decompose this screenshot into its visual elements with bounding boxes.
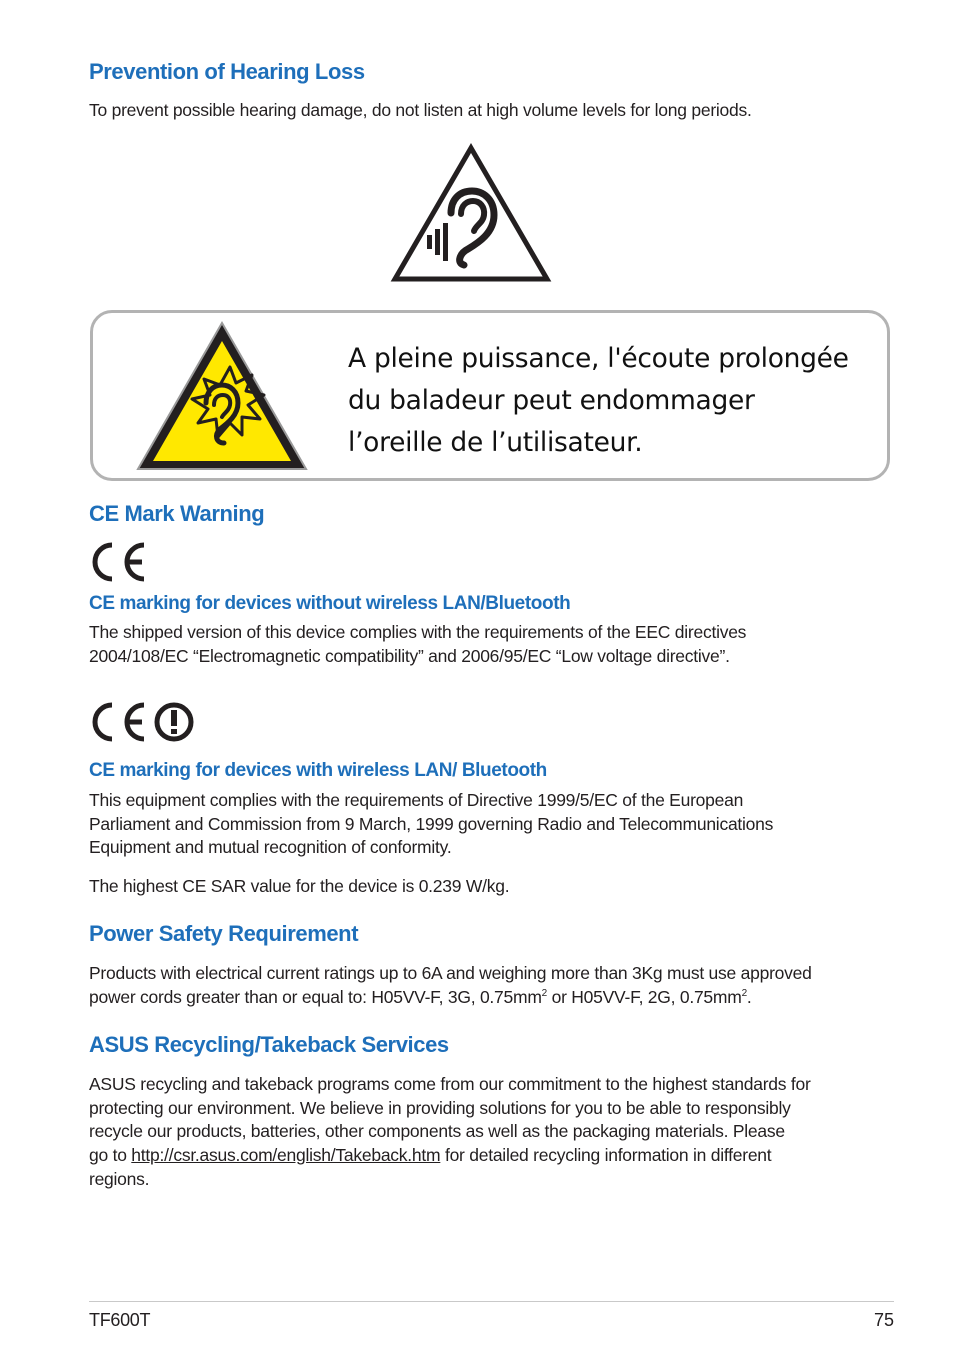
text-segment: go to <box>89 1145 132 1166</box>
text-line: The shipped version of this device complies with the requirements of the EEC directives <box>89 622 747 642</box>
text-line: protecting our environment. We believe in providing solutions for you to be able to responsibly <box>89 1097 791 1118</box>
recycling-section-title: ASUS Recycling/Takeback Services <box>89 1032 449 1057</box>
text-segment: or H05VV-F, 2G, 0.75mm <box>546 986 742 1007</box>
hearing-section-title: Prevention of Hearing Loss <box>89 59 365 84</box>
text-line: Parliament and Commission from 9 March, 1999 governing Radio and Telecommunications <box>89 813 774 834</box>
ce-wireless-text <box>89 789 899 860</box>
text-line: recycle our products, batteries, other components as well as the packaging materials. Please <box>89 1121 785 1142</box>
loud-sound-warning-icon <box>134 319 310 473</box>
text-segment: power cords greater than or equal to: H05VV-F, 3G, 0.75mm <box>89 986 542 1007</box>
page-number: 75 <box>873 1310 894 1330</box>
text-line: 2004/108/EC “Electromagnetic compatibility” and 2006/95/EC “Low voltage directive”. <box>89 645 730 666</box>
text-segment: for detailed recycling information in different <box>440 1145 772 1166</box>
ce-no-wireless-text <box>89 621 899 668</box>
ce-wireless-title: CE marking for devices with wireless LAN/ Bluetooth <box>89 760 547 781</box>
takeback-link[interactable]: http://csr.asus.com/english/Takeback.htm <box>131 1145 441 1166</box>
text-line: This equipment complies with the requirements of Directive 1999/5/EC of the European <box>89 790 744 810</box>
ce-section-title: CE Mark Warning <box>89 501 265 526</box>
ce-no-wireless-title: CE marking for devices without wireless LAN/Bluetooth <box>89 593 571 614</box>
superscript: 2 <box>541 987 547 999</box>
french-warning-line: A pleine puissance, l'écoute prolongée <box>348 343 849 374</box>
text-line: ASUS recycling and takeback programs come from our commitment to the highest standards for <box>89 1074 811 1094</box>
text-line: Products with electrical current ratings up to 6A and weighing more than 3Kg must use approved <box>89 963 812 983</box>
footer-model-name: TF600T <box>89 1310 151 1330</box>
recycling-body-text <box>89 1073 899 1192</box>
ce-mark-icon <box>88 541 150 583</box>
french-warning-line: du baladeur peut endommager <box>348 385 755 416</box>
hearing-warning-triangle-icon <box>390 143 552 283</box>
footer-divider <box>89 1301 894 1302</box>
text-segment: . <box>746 986 752 1007</box>
superscript: 2 <box>741 987 747 999</box>
hearing-body-text: To prevent possible hearing damage, do not listen at high volume levels for long periods. <box>89 100 752 120</box>
power-section-title: Power Safety Requirement <box>89 921 359 946</box>
text-line: regions. <box>89 1168 150 1189</box>
ce-alert-mark-icon <box>88 700 196 744</box>
ce-sar-text: The highest CE SAR value for the device is 0.239 W/kg. <box>89 876 510 896</box>
text-line <box>89 986 899 1010</box>
text-line <box>89 1144 899 1168</box>
french-warning-line: l’oreille de l’utilisateur. <box>348 427 643 458</box>
french-warning-text <box>348 338 849 464</box>
power-body-text <box>89 962 899 1009</box>
text-line: Equipment and mutual recognition of conformity. <box>89 837 452 858</box>
